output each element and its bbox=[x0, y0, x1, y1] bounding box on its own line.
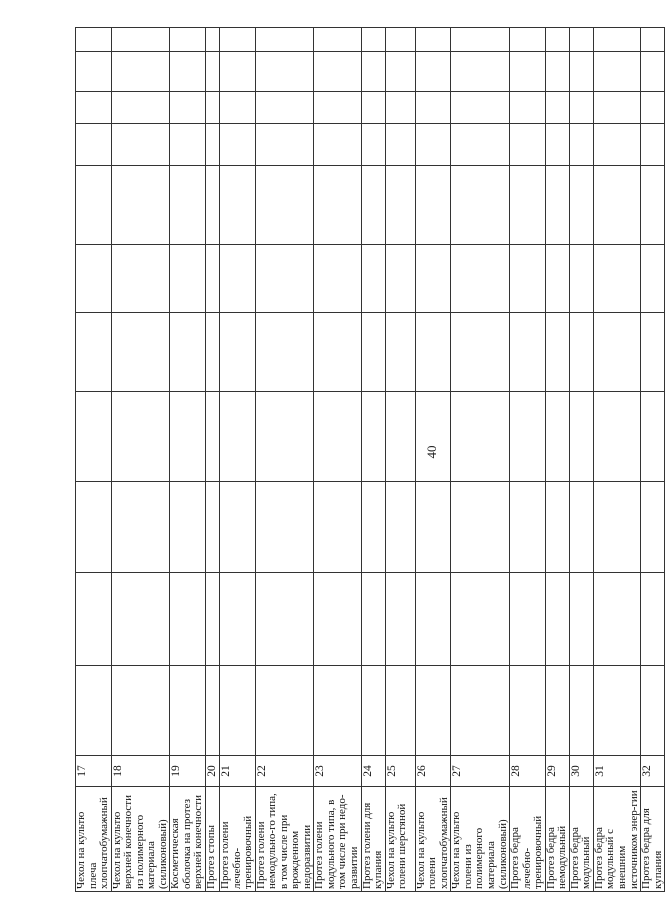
empty-cell bbox=[255, 52, 314, 92]
empty-cell bbox=[314, 28, 361, 52]
empty-cell bbox=[206, 52, 220, 92]
empty-cell bbox=[569, 166, 593, 245]
empty-cell bbox=[415, 245, 451, 313]
empty-cell bbox=[170, 313, 206, 392]
empty-cell bbox=[314, 666, 361, 756]
empty-cell bbox=[545, 666, 569, 756]
empty-cell bbox=[593, 28, 640, 52]
empty-cell bbox=[361, 28, 385, 52]
item-number-cell: 26 bbox=[415, 756, 451, 787]
empty-cell bbox=[255, 124, 314, 166]
empty-cell bbox=[545, 482, 569, 573]
empty-cell bbox=[170, 28, 206, 52]
empty-cell bbox=[361, 52, 385, 92]
table-row bbox=[545, 28, 569, 892]
empty-cell bbox=[415, 28, 451, 52]
empty-cell bbox=[593, 313, 640, 392]
table-row bbox=[451, 28, 510, 892]
table-row bbox=[385, 28, 415, 892]
empty-cell bbox=[220, 392, 256, 482]
empty-cell bbox=[415, 482, 451, 573]
item-name-cell: Чехол на культю голени шерстяной bbox=[385, 787, 415, 892]
item-name-cell: Чехол на культю голени хлопчатобумажный bbox=[415, 787, 451, 892]
item-number-cell: 21 bbox=[220, 756, 256, 787]
item-name-cell: Косметическая оболочка на протез верхней конечности bbox=[170, 787, 206, 892]
empty-cell bbox=[314, 166, 361, 245]
item-name-cell: Протез бедра модульный bbox=[569, 787, 593, 892]
empty-cell bbox=[220, 666, 256, 756]
item-number-cell: 27 bbox=[451, 756, 510, 787]
empty-cell bbox=[76, 166, 112, 245]
empty-cell bbox=[641, 666, 665, 756]
empty-cell bbox=[451, 124, 510, 166]
empty-cell bbox=[206, 573, 220, 666]
empty-cell bbox=[593, 573, 640, 666]
rotated-table-wrapper bbox=[75, 28, 664, 892]
empty-cell bbox=[569, 482, 593, 573]
empty-cell bbox=[385, 666, 415, 756]
empty-cell bbox=[641, 245, 665, 313]
item-number-cell: 29 bbox=[545, 756, 569, 787]
empty-cell bbox=[451, 52, 510, 92]
empty-cell bbox=[385, 92, 415, 124]
empty-cell bbox=[641, 573, 665, 666]
empty-cell bbox=[170, 482, 206, 573]
empty-cell bbox=[111, 482, 170, 573]
empty-cell bbox=[111, 28, 170, 52]
empty-cell bbox=[641, 313, 665, 392]
empty-cell bbox=[170, 92, 206, 124]
empty-cell bbox=[641, 392, 665, 482]
page-number: 40 bbox=[424, 445, 439, 459]
table-row bbox=[170, 28, 206, 892]
empty-cell bbox=[255, 666, 314, 756]
empty-cell bbox=[415, 166, 451, 245]
empty-cell bbox=[545, 166, 569, 245]
empty-cell bbox=[170, 166, 206, 245]
empty-cell bbox=[206, 666, 220, 756]
empty-cell bbox=[641, 482, 665, 573]
empty-cell bbox=[220, 124, 256, 166]
empty-cell bbox=[510, 245, 546, 313]
item-number-cell: 24 bbox=[361, 756, 385, 787]
table-row bbox=[593, 28, 640, 892]
empty-cell bbox=[451, 28, 510, 52]
empty-cell bbox=[385, 573, 415, 666]
item-name-cell: Протез бедра для купания bbox=[641, 787, 665, 892]
empty-cell bbox=[206, 392, 220, 482]
empty-cell bbox=[545, 313, 569, 392]
item-name-cell: Протез бедра модульный с внешним источником энер-гии bbox=[593, 787, 640, 892]
empty-cell bbox=[569, 666, 593, 756]
empty-cell bbox=[451, 666, 510, 756]
empty-cell bbox=[385, 52, 415, 92]
empty-cell bbox=[111, 124, 170, 166]
item-name-cell: Протез голени немодульно-го типа, в том числе при врожденном недоразвитии bbox=[255, 787, 314, 892]
empty-cell bbox=[255, 166, 314, 245]
table-row bbox=[314, 28, 361, 892]
empty-cell bbox=[545, 124, 569, 166]
empty-cell bbox=[361, 166, 385, 245]
empty-cell bbox=[76, 666, 112, 756]
empty-cell bbox=[111, 52, 170, 92]
item-name-cell: Протез голени модульного типа, в том числе при недо-развитии bbox=[314, 787, 361, 892]
empty-cell bbox=[451, 573, 510, 666]
empty-cell bbox=[76, 28, 112, 52]
empty-cell bbox=[361, 92, 385, 124]
empty-cell bbox=[255, 245, 314, 313]
empty-cell bbox=[415, 124, 451, 166]
empty-cell bbox=[255, 392, 314, 482]
empty-cell bbox=[314, 52, 361, 92]
empty-cell bbox=[593, 166, 640, 245]
table-row bbox=[361, 28, 385, 892]
item-name-cell: Протез стопы bbox=[206, 787, 220, 892]
empty-cell bbox=[510, 666, 546, 756]
empty-cell bbox=[361, 573, 385, 666]
table-row bbox=[76, 28, 112, 892]
item-number-cell: 25 bbox=[385, 756, 415, 787]
empty-cell bbox=[206, 482, 220, 573]
empty-cell bbox=[545, 52, 569, 92]
item-name-cell: Чехол на культю плеча хлопчатобумажный bbox=[76, 787, 112, 892]
empty-cell bbox=[593, 52, 640, 92]
item-number-cell: 31 bbox=[593, 756, 640, 787]
empty-cell bbox=[111, 573, 170, 666]
empty-cell bbox=[510, 573, 546, 666]
item-name-cell: Чехол на культю верхней конечности из полимерного материала (силиконовый) bbox=[111, 787, 170, 892]
item-number-cell: 20 bbox=[206, 756, 220, 787]
empty-cell bbox=[314, 92, 361, 124]
empty-cell bbox=[255, 28, 314, 52]
empty-cell bbox=[510, 313, 546, 392]
empty-cell bbox=[385, 124, 415, 166]
empty-cell bbox=[170, 52, 206, 92]
empty-cell bbox=[111, 392, 170, 482]
empty-cell bbox=[76, 482, 112, 573]
item-number-cell: 22 bbox=[255, 756, 314, 787]
empty-cell bbox=[206, 124, 220, 166]
item-number-cell: 32 bbox=[641, 756, 665, 787]
empty-cell bbox=[510, 392, 546, 482]
empty-cell bbox=[451, 392, 510, 482]
empty-cell bbox=[206, 313, 220, 392]
item-number-cell: 19 bbox=[170, 756, 206, 787]
empty-cell bbox=[593, 124, 640, 166]
empty-cell bbox=[361, 666, 385, 756]
empty-cell bbox=[111, 166, 170, 245]
item-number-cell: 23 bbox=[314, 756, 361, 787]
empty-cell bbox=[545, 392, 569, 482]
item-name-cell: Протез бедра немодульный bbox=[545, 787, 569, 892]
empty-cell bbox=[545, 28, 569, 52]
item-name-cell: Чехол на культю голени из полимерного материала (силиконовый) bbox=[451, 787, 510, 892]
empty-cell bbox=[220, 245, 256, 313]
empty-cell bbox=[593, 92, 640, 124]
item-number-cell: 28 bbox=[510, 756, 546, 787]
empty-cell bbox=[361, 392, 385, 482]
table-row bbox=[111, 28, 170, 892]
empty-cell bbox=[170, 666, 206, 756]
empty-cell bbox=[415, 52, 451, 92]
empty-cell bbox=[641, 52, 665, 92]
empty-cell bbox=[415, 392, 451, 482]
empty-cell bbox=[361, 313, 385, 392]
empty-cell bbox=[76, 573, 112, 666]
empty-cell bbox=[510, 92, 546, 124]
item-number-cell: 30 bbox=[569, 756, 593, 787]
empty-cell bbox=[314, 245, 361, 313]
empty-cell bbox=[593, 482, 640, 573]
empty-cell bbox=[170, 124, 206, 166]
empty-cell bbox=[415, 313, 451, 392]
prosthetics-table bbox=[75, 27, 665, 892]
item-name-cell: Протез голени лечебно-тренировочный bbox=[220, 787, 256, 892]
empty-cell bbox=[314, 313, 361, 392]
empty-cell bbox=[510, 28, 546, 52]
empty-cell bbox=[314, 482, 361, 573]
empty-cell bbox=[569, 52, 593, 92]
empty-cell bbox=[641, 92, 665, 124]
empty-cell bbox=[569, 245, 593, 313]
item-number-cell: 18 bbox=[111, 756, 170, 787]
empty-cell bbox=[76, 245, 112, 313]
empty-cell bbox=[451, 482, 510, 573]
empty-cell bbox=[451, 92, 510, 124]
empty-cell bbox=[641, 28, 665, 52]
empty-cell bbox=[569, 313, 593, 392]
empty-cell bbox=[361, 482, 385, 573]
empty-cell bbox=[569, 573, 593, 666]
empty-cell bbox=[76, 392, 112, 482]
empty-cell bbox=[111, 666, 170, 756]
empty-cell bbox=[314, 573, 361, 666]
empty-cell bbox=[220, 482, 256, 573]
table-row bbox=[569, 28, 593, 892]
empty-cell bbox=[593, 245, 640, 313]
empty-cell bbox=[593, 392, 640, 482]
empty-cell bbox=[206, 245, 220, 313]
empty-cell bbox=[510, 166, 546, 245]
table-row bbox=[510, 28, 546, 892]
empty-cell bbox=[451, 245, 510, 313]
empty-cell bbox=[361, 245, 385, 313]
table-row bbox=[255, 28, 314, 892]
empty-cell bbox=[220, 166, 256, 245]
empty-cell bbox=[385, 482, 415, 573]
table-body bbox=[76, 28, 665, 892]
empty-cell bbox=[569, 124, 593, 166]
empty-cell bbox=[76, 52, 112, 92]
empty-cell bbox=[569, 28, 593, 52]
empty-cell bbox=[385, 245, 415, 313]
empty-cell bbox=[314, 124, 361, 166]
empty-cell bbox=[170, 392, 206, 482]
empty-cell bbox=[385, 166, 415, 245]
empty-cell bbox=[641, 166, 665, 245]
empty-cell bbox=[170, 245, 206, 313]
empty-cell bbox=[593, 666, 640, 756]
empty-cell bbox=[220, 28, 256, 52]
empty-cell bbox=[314, 392, 361, 482]
table-row bbox=[415, 28, 451, 892]
empty-cell bbox=[385, 28, 415, 52]
empty-cell bbox=[545, 92, 569, 124]
empty-cell bbox=[111, 313, 170, 392]
empty-cell bbox=[255, 313, 314, 392]
empty-cell bbox=[510, 52, 546, 92]
empty-cell bbox=[206, 92, 220, 124]
empty-cell bbox=[545, 573, 569, 666]
empty-cell bbox=[641, 124, 665, 166]
empty-cell bbox=[76, 92, 112, 124]
empty-cell bbox=[510, 482, 546, 573]
item-name-cell: Протез голени для купания bbox=[361, 787, 385, 892]
empty-cell bbox=[220, 52, 256, 92]
table-row bbox=[641, 28, 665, 892]
empty-cell bbox=[111, 92, 170, 124]
empty-cell bbox=[510, 124, 546, 166]
empty-cell bbox=[451, 313, 510, 392]
empty-cell bbox=[206, 28, 220, 52]
table-row bbox=[206, 28, 220, 892]
empty-cell bbox=[569, 92, 593, 124]
empty-cell bbox=[255, 573, 314, 666]
empty-cell bbox=[385, 313, 415, 392]
item-number-cell: 17 bbox=[76, 756, 112, 787]
empty-cell bbox=[170, 573, 206, 666]
empty-cell bbox=[361, 124, 385, 166]
item-name-cell: Протез бедра лечебно-тренировочный bbox=[510, 787, 546, 892]
empty-cell bbox=[415, 92, 451, 124]
empty-cell bbox=[220, 313, 256, 392]
empty-cell bbox=[451, 166, 510, 245]
empty-cell bbox=[255, 482, 314, 573]
empty-cell bbox=[415, 573, 451, 666]
table-row bbox=[220, 28, 256, 892]
empty-cell bbox=[76, 313, 112, 392]
empty-cell bbox=[206, 166, 220, 245]
empty-cell bbox=[385, 392, 415, 482]
empty-cell bbox=[415, 666, 451, 756]
empty-cell bbox=[111, 245, 170, 313]
empty-cell bbox=[76, 124, 112, 166]
empty-cell bbox=[220, 573, 256, 666]
empty-cell bbox=[255, 92, 314, 124]
empty-cell bbox=[220, 92, 256, 124]
empty-cell bbox=[569, 392, 593, 482]
empty-cell bbox=[545, 245, 569, 313]
